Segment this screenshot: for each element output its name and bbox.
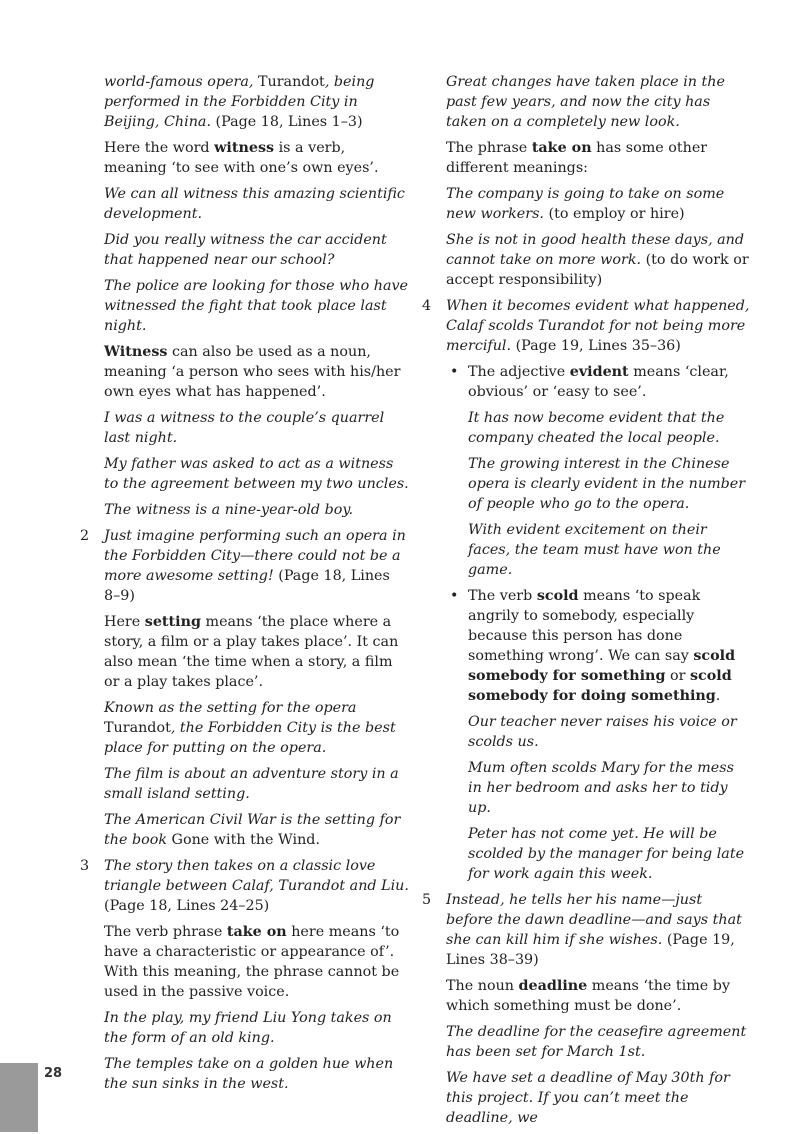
numbered-item-4: 4 When it becomes evident what happened, Calaf scolds Turandot for not being more merciful. (Page 19, Lines 35–36) <box>422 298 750 354</box>
example-sentence: Mum often scolds Mary for the mess in her bedroom and asks her to tidy up. <box>468 760 734 816</box>
example-sentence: The growing interest in the Chinese opera is clearly evident in the number of people who go to the opera. <box>468 456 746 512</box>
example-sentence: With evident excitement on their faces, the team must have won the game. <box>468 522 721 578</box>
example-sentence: Our teacher never raises his voice or scolds us. <box>468 714 737 750</box>
example-sentence: In the play, my friend Liu Yong takes on the form of an old king. <box>104 1010 392 1046</box>
example-sentence: We have set a deadline of May 30th for this project. If you can’t meet the deadline, we <box>446 1070 730 1126</box>
item-number: 5 <box>422 892 432 908</box>
example-sentence: The deadline for the ceasefire agreement has been set for March 1st. <box>446 1024 747 1060</box>
paragraph: Here the word witness is a verb, meaning ‘to see with one’s own eyes’. <box>104 140 379 176</box>
right-column <box>422 72 752 1134</box>
example-sentence: My father was asked to act as a witness to the agreement between my two uncles. <box>104 456 409 492</box>
paragraph: The verb phrase take on here means ‘to have a characteristic or appearance of’. With this meaning, the phrase cannot be used in the passive voice. <box>104 924 400 1000</box>
example-sentence: The film is about an adventure story in a small island setting. <box>104 766 399 802</box>
item-number: 3 <box>80 858 90 874</box>
item-number: 2 <box>80 528 90 544</box>
example-sentence: Great changes have taken place in the past few years, and now the city has taken on a completely new look. <box>446 74 725 130</box>
example-sentence: The American Civil War is the setting for the book Gone with the Wind. <box>104 812 401 848</box>
paragraph: Witness can also be used as a noun, meaning ‘a person who sees with his/her own eyes what has happened’. <box>104 344 401 400</box>
paragraph: The phrase take on has some other different meanings: <box>446 140 708 176</box>
example-sentence: Did you really witness the car accident that happened near our school? <box>104 232 387 268</box>
bullet-icon: • <box>450 588 459 604</box>
item-number: 4 <box>422 298 432 314</box>
example-sentence: She is not in good health these days, and cannot take on more work. (to do work or accept responsibility) <box>446 232 749 288</box>
numbered-item-3: 3 The story then takes on a classic love triangle between Calaf, Turandot and Liu. (Page 18, Lines 24–25) <box>80 858 409 914</box>
example-sentence: I was a witness to the couple’s quarrel last night. <box>104 410 385 446</box>
example-sentence: The company is going to take on some new workers. (to employ or hire) <box>446 186 725 222</box>
example-sentence: The temples take on a golden hue when the sun sinks in the west. <box>104 1056 394 1092</box>
left-column <box>80 72 410 1100</box>
example-sentence: Peter has not come yet. He will be scolded by the manager for being late for work again this week. <box>468 826 745 882</box>
paragraph: world-famous opera, Turandot, being performed in the Forbidden City in Beijing, China. (Page 18, Lines 1–3) <box>104 74 375 130</box>
example-sentence: It has now become evident that the company cheated the local people. <box>468 410 725 446</box>
bullet-item: • The adjective evident means ‘clear, obvious’ or ‘easy to see’. <box>450 364 729 400</box>
bullet-icon: • <box>450 364 459 380</box>
example-sentence: We can all witness this amazing scientific development. <box>104 186 405 222</box>
numbered-item-5: 5 Instead, he tells her his name—just before the dawn deadline—and says that she can kill him if she wishes. (Page 19, Lines 38–39) <box>422 892 742 968</box>
numbered-item-2: 2 Just imagine performing such an opera in the Forbidden City—there could not be a more awesome setting! (Page 18, Lines 8–9) <box>80 528 406 604</box>
bullet-item: • The verb scold means ‘to speak angrily to somebody, especially because this person has done something wrong’. We can say scold somebody for something or scold somebody for doing something. <box>450 588 736 704</box>
page-number: 28 <box>44 1066 63 1081</box>
paragraph: The noun deadline means ‘the time by which something must be done’. <box>446 978 731 1014</box>
paragraph: Here setting means ‘the place where a story, a film or a play takes place’. It can also mean ‘the time when a story, a film or a play takes place’. <box>104 614 399 690</box>
example-sentence: The witness is a nine-year-old boy. <box>104 502 354 518</box>
example-sentence: Known as the setting for the opera Turandot, the Forbidden City is the best place for putting on the opera. <box>104 700 396 756</box>
page-tab <box>0 1063 38 1132</box>
example-sentence: The police are looking for those who have witnessed the fight that took place last night. <box>104 278 409 334</box>
